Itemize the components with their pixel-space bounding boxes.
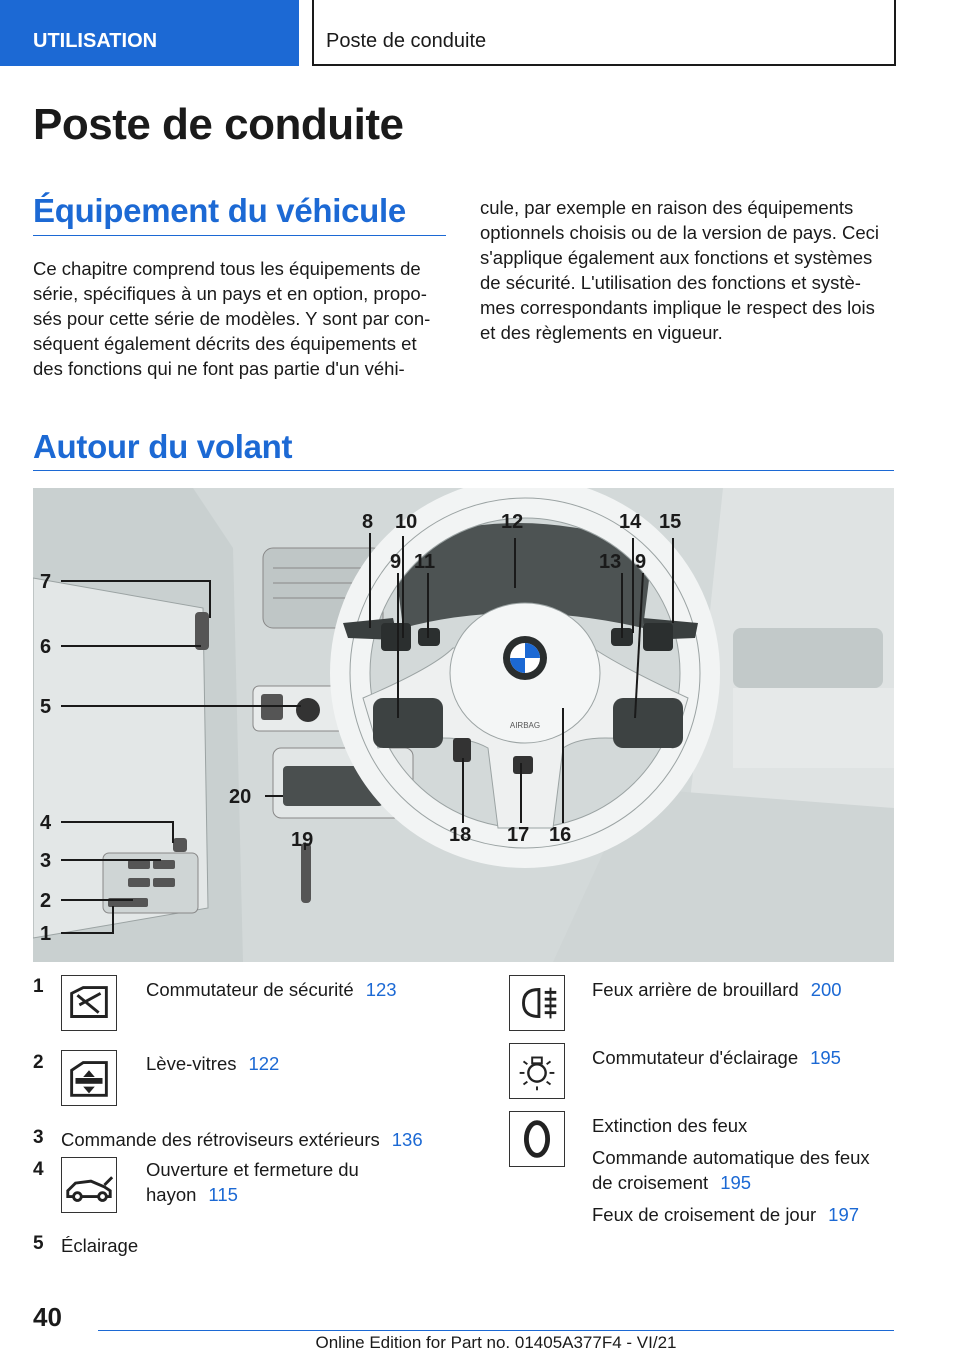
window-lock-icon [61, 975, 117, 1031]
legend-text: hayon [146, 1184, 197, 1205]
legend-num-5: 5 [33, 1233, 44, 1254]
text-line: et des règlements en vigueur. [480, 322, 723, 343]
text-line: mes correspondants implique le respect des lois [480, 297, 875, 318]
page-ref-link[interactable]: 197 [828, 1204, 860, 1225]
page-ref-link[interactable]: 136 [391, 1129, 423, 1150]
header-section-tab[interactable]: UTILISATION [0, 0, 299, 66]
callout-12: 12 [501, 511, 524, 533]
callout-3: 3 [40, 850, 52, 872]
legend-text: Commutateur de sécurité [146, 979, 354, 1000]
callout-13: 13 [599, 551, 622, 573]
callout-8: 8 [362, 511, 374, 533]
page-ref-link[interactable]: 195 [720, 1172, 752, 1193]
callout-18: 18 [449, 824, 472, 846]
section-heading-equipment: Équipement du véhicule [33, 192, 406, 229]
legend-text: Feux de croisement de jour [592, 1204, 817, 1225]
legend-num-4: 4 [33, 1159, 44, 1180]
page-ref-link[interactable]: 195 [810, 1047, 841, 1068]
window-lift-icon [61, 1050, 117, 1106]
airbag-label: AIRBAG [509, 721, 541, 730]
legend-item-5: Éclairage [61, 1235, 139, 1256]
light-switch-icon [509, 1043, 565, 1099]
header-chapter-title: Poste de conduite [312, 0, 896, 66]
callout-11: 11 [414, 551, 436, 573]
callout-7: 7 [40, 571, 52, 593]
callout-19: 19 [291, 829, 314, 851]
legend-item-daytime-lights [592, 1202, 859, 1227]
legend-item-2 [146, 1051, 279, 1076]
legend-text: Lève-vitres [146, 1053, 237, 1074]
callout-14: 14 [619, 511, 642, 533]
rear-fog-light-icon [509, 975, 565, 1031]
callout-2: 2 [40, 890, 52, 912]
cockpit-illustration [33, 488, 894, 962]
section-rule [33, 235, 446, 236]
page-ref-link[interactable]: 122 [248, 1053, 280, 1074]
legend-item-3 [61, 1127, 423, 1152]
legend-item-auto-low-beam [592, 1145, 870, 1195]
legend-text: Ouverture et fermeture du [146, 1159, 359, 1180]
tailgate-icon [61, 1157, 117, 1213]
text-line: série, spécifiques à un pays et en option, propo- [33, 283, 427, 304]
callout-1: 1 [40, 923, 52, 945]
page-header [0, 0, 960, 66]
callout-15: 15 [659, 511, 682, 533]
footer-rule [98, 1330, 894, 1331]
callout-16: 16 [549, 824, 572, 846]
footer-edition: Online Edition for Part no. 01405A377F4 - VI/21 [315, 1333, 677, 1352]
legend-item-rear-fog [592, 977, 842, 1002]
callout-20: 20 [229, 786, 252, 808]
lights-off-icon [509, 1111, 565, 1167]
text-line: cule, par exemple en raison des équipements [480, 197, 854, 218]
page-number: 40 [33, 1302, 62, 1332]
legend-num-2: 2 [33, 1052, 44, 1073]
page-ref-link[interactable]: 200 [810, 979, 842, 1000]
legend-num-3: 3 [33, 1127, 44, 1148]
section-rule [33, 470, 894, 471]
callout-4: 4 [40, 812, 52, 834]
legend-text: Commande automatique des feux [592, 1147, 870, 1168]
text-line: s'applique également aux fonctions et systèmes [480, 247, 873, 268]
text-line: Ce chapitre comprend tous les équipements de [33, 258, 421, 279]
legend-text: Commutateur d'éclairage [592, 1047, 799, 1068]
legend-text: de croisement [592, 1172, 709, 1193]
legend-item-light-switch [592, 1045, 841, 1070]
callout-9-left: 9 [390, 551, 402, 573]
text-line: séquent également décrits des équipements et [33, 333, 417, 354]
legend-item-lights-off: Extinction des feux [592, 1115, 748, 1136]
callout-10: 10 [395, 511, 418, 533]
section-heading-steering: Autour du volant [33, 428, 293, 465]
legend-num-1: 1 [33, 976, 44, 997]
callout-9-right: 9 [635, 551, 647, 573]
legend-item-1 [146, 977, 397, 1002]
page-ref-link[interactable]: 123 [365, 979, 397, 1000]
intro-paragraph-col1 [33, 256, 446, 381]
page-title: Poste de conduite [33, 100, 404, 149]
legend-text: Feux arrière de brouillard [592, 979, 799, 1000]
text-line: des fonctions qui ne font pas partie d'un véhi- [33, 358, 405, 379]
callout-17: 17 [507, 824, 530, 846]
page-ref-link[interactable]: 115 [208, 1184, 238, 1205]
callout-6: 6 [40, 636, 52, 658]
callout-5: 5 [40, 696, 52, 718]
text-line: sés pour cette série de modèles. Y sont par con- [33, 308, 431, 329]
legend-text: Commande des rétroviseurs extérieurs [61, 1129, 380, 1150]
legend-item-4 [146, 1157, 359, 1207]
text-line: optionnels choisis ou de la version de pays. Ceci [480, 222, 880, 243]
intro-paragraph-col2 [480, 195, 894, 345]
text-line: de sécurité. L'utilisation des fonctions et systè- [480, 272, 861, 293]
